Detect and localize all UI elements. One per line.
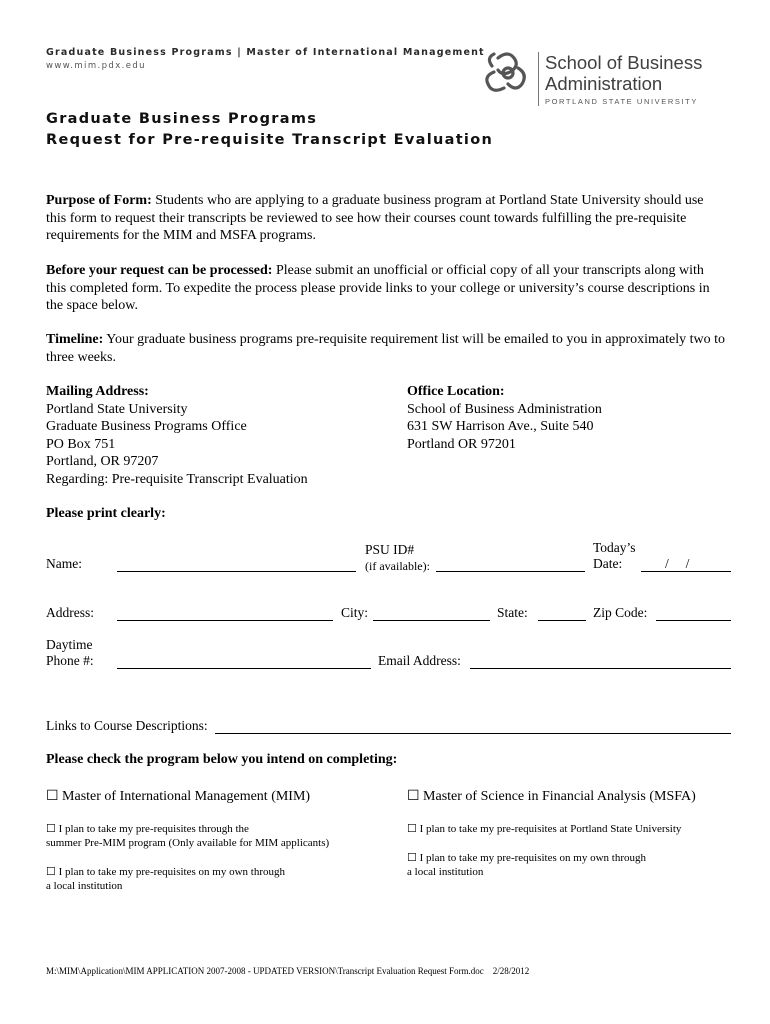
- phone-label: Phone #:: [46, 653, 94, 668]
- mim-option-premim[interactable]: ☐ I plan to take my pre-requisites through the summer Pre-MIM program (Only available for MIM applicants): [46, 823, 330, 849]
- office-heading: Office Location:: [407, 384, 505, 399]
- state-field[interactable]: [538, 620, 586, 621]
- header-url: www.mim.pdx.edu: [46, 61, 146, 71]
- todays-label: Today’s: [593, 540, 636, 555]
- email-field[interactable]: [470, 668, 731, 669]
- email-label: Email Address:: [378, 653, 461, 668]
- psu-id-field[interactable]: [436, 571, 585, 572]
- city-label: City:: [341, 605, 369, 620]
- logo-school-name: School of Business Administration: [545, 52, 703, 94]
- footer-path: M:\MIM\Application\MIM APPLICATION 2007-2008 - UPDATED VERSION\Transcript Evaluation Request Form.doc: [46, 966, 484, 976]
- mailing-address: Mailing Address: Portland State University Graduate Business Programs Office PO Box 751 Portland, OR 97207 Regarding: Pre-requisite Transcript Evaluation: [46, 384, 308, 487]
- logo-divider: [538, 52, 539, 106]
- links-label: Links to Course Descriptions:: [46, 718, 208, 733]
- state-label: State:: [497, 605, 528, 620]
- mailing-heading: Mailing Address:: [46, 384, 149, 399]
- footer: [46, 966, 529, 976]
- header-program-line: Graduate Business Programs | Master of International Management: [46, 47, 485, 58]
- links-field[interactable]: [215, 733, 731, 734]
- daytime-label: Daytime: [46, 637, 93, 652]
- timeline-paragraph: Timeline: Your graduate business programs pre-requisite requirement list will be emailed to you in approximately two to three weeks.: [46, 332, 725, 365]
- phone-field[interactable]: [117, 668, 371, 669]
- zip-label: Zip Code:: [593, 605, 648, 620]
- address-label: Address:: [46, 605, 94, 620]
- name-field[interactable]: [117, 571, 356, 572]
- date-slashes: / /: [665, 556, 690, 571]
- mim-option-local[interactable]: ☐ I plan to take my pre-requisites on my own through a local institution: [46, 866, 285, 892]
- date-label: Date:: [593, 556, 623, 571]
- zip-field[interactable]: [656, 620, 731, 621]
- footer-date: 2/28/2012: [492, 966, 530, 976]
- programs-heading: Please check the program below you intend on completing:: [46, 752, 398, 767]
- before-paragraph: Before your request can be processed: Please submit an unofficial or official copy of all your transcripts along with this completed form. To expedite the process please provide links to your college or university’s course descriptions in the space below.: [46, 263, 710, 313]
- city-field[interactable]: [373, 620, 490, 621]
- psu-logo-icon: [480, 48, 536, 98]
- if-available-label: (if available):: [365, 559, 430, 573]
- print-clearly-heading: Please print clearly:: [46, 506, 166, 521]
- name-label: Name:: [46, 556, 82, 571]
- title-line1: Graduate Business Programs: [46, 111, 318, 127]
- address-field[interactable]: [117, 620, 333, 621]
- psu-id-label: PSU ID#: [365, 542, 415, 557]
- logo-university: PORTLAND STATE UNIVERSITY: [545, 97, 698, 106]
- title-line2: Request for Pre-requisite Transcript Evaluation: [46, 132, 494, 148]
- msfa-option-local[interactable]: ☐ I plan to take my pre-requisites on my own through a local institution: [407, 852, 646, 878]
- msfa-checkbox[interactable]: ☐ Master of Science in Financial Analysis (MSFA): [407, 789, 696, 804]
- msfa-option-psu[interactable]: ☐ I plan to take my pre-requisites at Portland State University: [407, 823, 682, 835]
- purpose-paragraph: Purpose of Form: Students who are applying to a graduate business program at Portland State University should use this form to request their transcripts be reviewed to see how their courses count towards fulfilling the pre-requisite requirements for the MIM and MSFA programs.: [46, 193, 704, 243]
- office-location: Office Location: School of Business Administration 631 SW Harrison Ave., Suite 540 Portland OR 97201: [407, 384, 602, 452]
- mim-checkbox[interactable]: ☐ Master of International Management (MIM): [46, 789, 311, 804]
